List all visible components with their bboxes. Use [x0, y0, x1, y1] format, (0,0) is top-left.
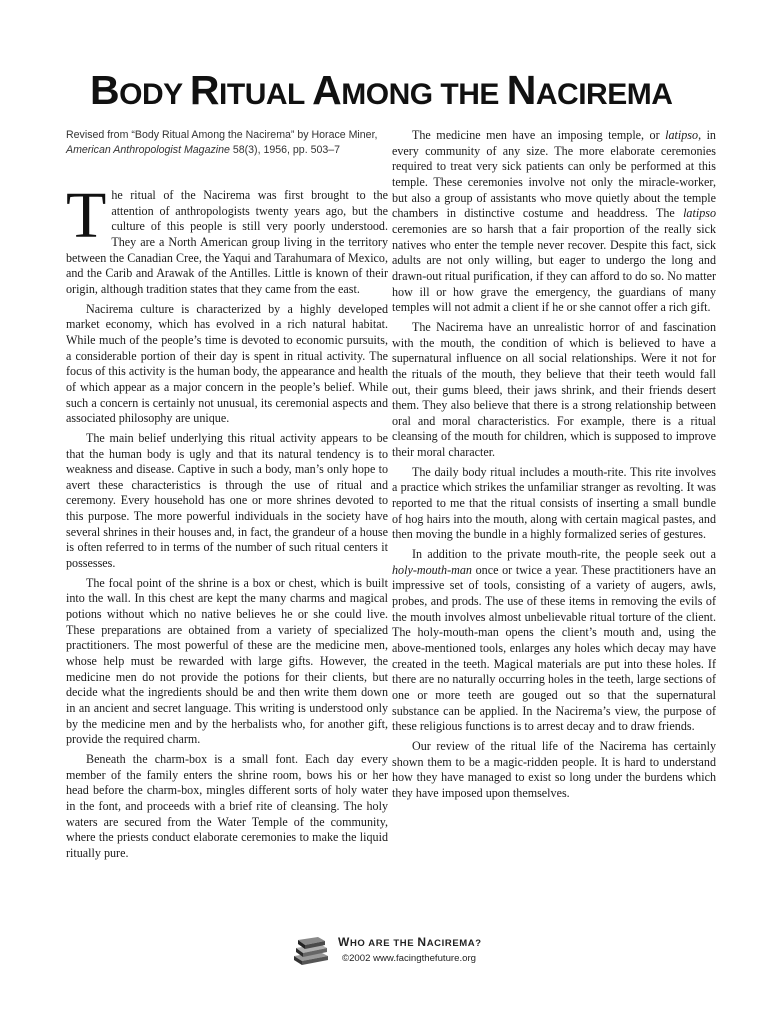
footer-title [338, 934, 482, 952]
journal-details: 58(3), 1956, pp. 503–7 [229, 144, 341, 156]
text-segment: ceremonies are so harsh that a fair proportion of the really sick natives who enter the temple never recover. Despite this fact, sick adults are not only willing, but eager to undergo the long and drawn-out ritual purification, if they can afford to do so. No matter how ill or how grave the emergency, the guardians of many temples will not admit a client if he or she cannot offer a rich gift. [392, 221, 716, 315]
paragraph-belief: The main belief underlying this ritual activity appears to be that the human body is ugly and that its natural tendency is to weakness and disease. Captive in such a body, man’s only hope to avert these characteristics is through the use of ritual and ceremony. Every household has one or more shrines devoted to this purpose. The more powerful individuals in the society have several shrines in their houses and, in fact, the grandeur of a house is often referred to in terms of the number of such ritual centers it possesses. [66, 430, 388, 571]
page-title [90, 60, 710, 125]
paragraph-shrine: The focal point of the shrine is a box or chest, which is built into the wall. In this chest are kept the many charms and magical potions without which no native believes he or she could live. These preparations are obtained from a variety of specialized practitioners. The most powerful of these are the medicine men, whose help must be rewarded with large gifts. However, the medicine men do not provide the potions for their clients, but decide what the ingredients should be and then write them down in an ancient and secret language. This writing is understood only by the medicine men and by the herbalists who, for another gift, provide the required charm. [66, 575, 388, 747]
emphasis-latipso: latipso [683, 206, 716, 221]
title-initial-among: A [312, 67, 342, 113]
footer-copyright: ©2002 www.facingthefuture.org [342, 953, 476, 964]
paragraph-font: Beneath the charm-box is a small font. Each day every member of the family enters the shrine room, bows his or her head before the charm-box, mingles different sorts of holy water in the font, and proceeds with a brief rite of cleansing. The holy waters are secured from the Water Temple of the community, where the priests conduct elaborate ceremonies to make the liquid ritually pure. [66, 751, 388, 860]
footer-title-rest: ACIREMA? [426, 938, 482, 949]
paragraph-intro-text: he ritual of the Nacirema was first brought to the attention of anthropologists twenty years ago, but the culture of this people is still very poorly understood. They are a North American group living in the territory between the Canadian Cree, the Yaqui and Tarahumara of Mexico, and the Carib and Arawak of the Antilles. Little is known of their origin, although tradition states that they came from the east. [66, 188, 388, 296]
footer-title-initial: W [338, 935, 350, 949]
text-segment: In addition to the private mouth-rite, the people seek out a [412, 547, 716, 562]
paragraph-holy-mouth-man [392, 547, 716, 735]
title-rest-body: ODY [119, 78, 190, 111]
paragraph-culture: Nacirema culture is characterized by a highly developed market economy, which has evolved in a rich natural habitat. While much of the people’s time is devoted to economic pursuits, a considerable portion of their day is spent in ritual activity. The focus of this activity is the human body, the appearance and health of which appear as a major concern in the people’s belief. While such a concern is certainly not unusual, its ceremonial aspects and associated philosophy are unique. [66, 301, 388, 426]
title-rest-ritual: ITUAL [219, 78, 313, 111]
drop-cap: T [66, 179, 107, 252]
title-rest-among: MONG THE [341, 78, 507, 111]
text-segment: once or twice a year. These practitioners have an impressive set of tools, consisting of a variety of augers, awls, probes, and prods. The use of these items in removing the evils of the mouth involves almost unbelievable ritual torture of the client. The holy-mouth-man opens the client’s mouth and, using the above-mentioned tools, enlarges any holes which decay may have created in the teeth. Magical materials are put into these holes. If there are no naturally occurring holes in the teeth, large sections of one or more teeth are gouged out so that the supernatural substance can be applied. In the Nacirema’s view, the purpose of these religious functions is to arrest decay and to draw friends. [392, 562, 716, 734]
title-rest-nacirema: ACIREMA [535, 78, 673, 111]
footer [290, 934, 482, 974]
emphasis-holy-mouth-man: holy-mouth-man [392, 562, 472, 577]
title-initial-body: B [90, 67, 120, 113]
stacked-books-icon [290, 934, 330, 968]
emphasis-latipso: latipso [665, 128, 699, 142]
title-initial-ritual: R [189, 67, 220, 113]
paragraph-mouth-rite: The daily body ritual includes a mouth-rite. This rite involves a practice which strikes the unfamiliar stranger as revolting. It was reported to me that the ritual consists of inserting a small bundle of hog hairs into the mouth, along with certain magical pastes, and then moving the bundle in a highly formalized series of gestures. [392, 464, 716, 542]
source-citation [66, 128, 388, 158]
footer-title-rest: HO ARE THE [349, 938, 418, 949]
text-segment: , in every community of any size. The more elaborate ceremonies required to treat very sick patients can only be performed at this temple. These ceremonies involve not only the miracle-worker, but also a group of assistants who move quietly about the temple chambers in distinctive costume and headdress. The [392, 128, 716, 221]
journal-name: American Anthropologist Magazine [66, 144, 230, 156]
left-column [66, 128, 388, 866]
title-initial-nacirema: N [506, 67, 536, 113]
footer-text [338, 934, 482, 966]
footer-title-initial: N [417, 935, 427, 949]
text-segment: The medicine men have an imposing temple, or [412, 128, 666, 142]
source-line-2 [66, 143, 388, 158]
paragraph-intro [66, 179, 388, 298]
source-line-1: Revised from “Body Ritual Among the Nacirema” by Horace Miner, [66, 129, 378, 141]
paragraph-temple [392, 128, 716, 316]
right-column [392, 128, 716, 806]
paragraph-conclusion: Our review of the ritual life of the Nacirema has certainly shown them to be a magic-ridden people. It is hard to understand how they have managed to exist so long under the burdens which they have imposed upon themselves. [392, 738, 716, 800]
paragraph-mouth: The Nacirema have an unrealistic horror of and fascination with the mouth, the condition of which is believed to have a supernatural influence on all social relationships. Were it not for the rituals of the mouth, they believe that their teeth would fall out, their gums bleed, their jaws shrink, and their friends desert them. They also believe that there is a strong relationship between oral and moral characteristics. For example, there is a ritual cleansing of the mouth for children, which is supposed to improve their moral character. [392, 319, 716, 460]
